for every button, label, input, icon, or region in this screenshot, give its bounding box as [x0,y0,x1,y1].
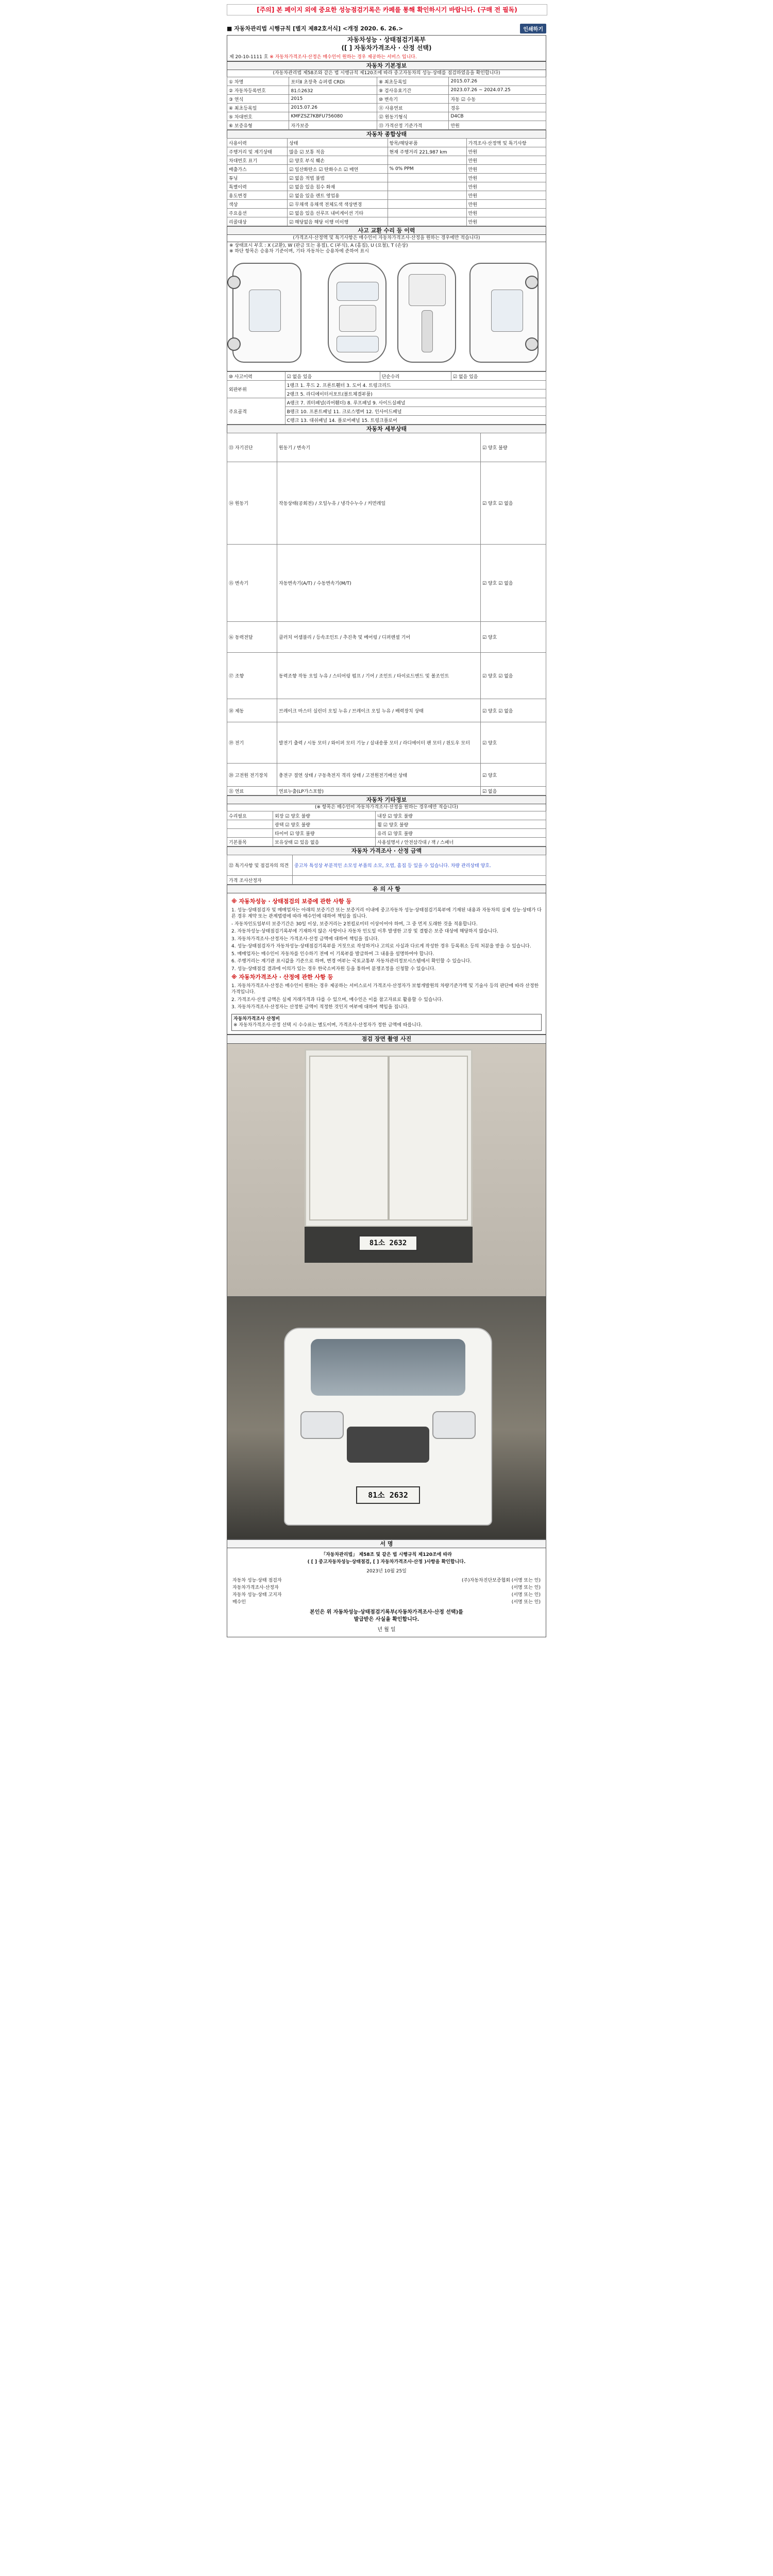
rear-photo [227,1043,546,1297]
doc-title-sub: ([ ] 자동차가격조사 · 산정 선택) [341,44,432,52]
table-row [227,182,546,191]
table-row [227,653,546,699]
legend-line: ※ 하단 항목은 승용차 기준이며, 기타 자동차는 승용차에 준하여 표시 [229,249,369,254]
statement-title: 유 의 사 항 [227,885,546,893]
cell: 외장 ☑ 양호 불량 [273,811,376,820]
cell: 색상 [227,200,288,209]
accident-table [227,371,546,425]
cell: 기본품목 [227,838,273,846]
cell: ☑ 양호 불량 [481,433,546,462]
cell: 특별이력 [227,182,288,191]
license-plate-rear: 81소 2632 [359,1235,417,1251]
cell: 클러치 어셈블리 / 등속조인트 / 추진축 및 베어링 / 디퍼렌셜 기어 [277,622,481,653]
checker-label: 가격 조사산정자 [227,876,293,885]
cell: ⑫ 원동기형식 [377,112,449,121]
statement-heading: ※ 자동차성능 · 상태점검의 보증에 관한 사항 등 [231,898,351,905]
rank-row: A랭크 7. 쿼터패널(리어휀더) 8. 루프패널 9. 사이드실패널 [285,398,546,407]
cell: 만원 [466,217,546,226]
details-table [227,433,546,795]
warning-notice: [주의] 본 페이지 외에 중요한 성능점검기록은 카페를 통해 확인하시기 바랍니다. (구매 전 필독) [227,4,547,15]
signer-value: (서명 또는 인) [511,1599,541,1605]
cell: ☑ 일산화탄소 ☑ 탄화수소 ☑ 매연 [288,165,388,174]
signer-role: 자동차가격조사·산정자 [232,1585,279,1590]
form-title: ■ 자동차관리법 시행규칙 [별지 제82호서식] <개정 2020. 6. 26.> [227,25,404,32]
signer-value: (서명 또는 인) [511,1592,541,1598]
signature-row [232,1584,541,1591]
tunnel-shape [422,310,433,352]
form-header [227,23,546,34]
footer-line: 발급받은 사실을 확인합니다. [354,1616,419,1622]
cell: ☑ 무채색 유채색 전체도색 색상변경 [288,200,388,209]
car-top-diagram [328,263,386,363]
cell: 2023.07.26 ~ 2024.07.25 [449,86,546,95]
cell: 만원 [466,147,546,156]
cell: 포터Ⅱ 초장축 슈퍼캡 CRDi [289,77,377,86]
price-section-title: 자동차 가격조사 · 산정 금액 [227,846,546,855]
signature-title: 서 명 [227,1539,546,1548]
grille-shape [347,1427,429,1463]
accident-label: ⑩ 사고이력 [227,372,285,381]
cell: 연료누출(LP가스포함) [277,787,481,795]
car-underbody-diagram [397,263,456,363]
signature-row [232,1591,541,1599]
rank-row: 1랭크 1. 후드 2. 프론트휀더 3. 도어 4. 트렁크리드 [285,381,546,389]
cell: 자가보증 [289,121,377,130]
fee-box-text: ※ 자동차가격조사·산정 선택 시 수수료는 별도이며, 가격조사·산정자가 정한 금액에 따릅니다. [233,1023,423,1028]
window-shape [337,336,379,352]
cell: ☑ 없음 [481,787,546,795]
remarks-label: ㉒ 특기사항 및 점검자의 의견 [227,855,293,876]
basic-section-title: 자동차 기본정보 [227,61,546,70]
cell: 배출가스 [227,165,288,174]
table-row [227,699,546,722]
cell: 수리필요 [227,811,273,820]
cell: ⑳ 고전원 전기장치 [227,764,277,787]
cell: 만원 [466,200,546,209]
state-section-title: 자동차 종합상태 [227,130,546,138]
license-plate-front: 81소 2632 [356,1486,420,1504]
statement-paragraph: 4. 성능·상태점검자가 자동차성능·상태점검기록부를 거짓으로 작성하거나 고의로 사실과 다르게 작성한 경우 등록취소 등의 처분을 받을 수 있습니다. [231,944,531,949]
cell: ☑ 없음 있음 선루프 내비게이션 기타 [288,209,388,217]
headlamp-right [432,1411,476,1439]
cell: ☑ 양호 [481,722,546,764]
cell: 만원 [449,121,546,130]
cell: ㉑ 연료 [227,787,277,795]
cell: ⑩ 변속기 [377,95,449,104]
window-shape [249,290,281,332]
statement-paragraph: - 자동차인도일부터 보증기간은 30일 이상, 보증거리는 2천킬로미터 이상이어야 하며, 그 중 먼저 도래한 것을 적용합니다. [231,921,478,927]
cell: 81소2632 [289,86,377,95]
car-diagram-panel [227,242,546,371]
cell: 사용이력 [227,139,288,147]
cell: 용도변경 [227,191,288,200]
statement-paragraph: 1. 자동차가격조사·산정은 매수인이 원하는 경우 제공하는 서비스로서 가격조사·산정자가 보험개발원의 차량기준가액 및 기술사 등의 판단에 따라 산정한 가격입니다. [231,983,539,995]
cell: ② 자동차등록번호 [227,86,289,95]
cell: 주행거리 및 계기상태 [227,147,288,156]
cell: 원동기 / 변속기 [277,433,481,462]
windshield-shape [311,1339,465,1396]
cell: 2015.07.26 [449,77,546,86]
cell: ⑬ 자기진단 [227,433,277,462]
table-row [227,398,546,407]
cell: 많음 ☑ 보통 적음 [288,147,388,156]
roof-shape [339,305,376,332]
truck-cargo-box [305,1049,473,1227]
cell: 현재 주행거리 221,987 km [388,147,466,156]
cell: 만원 [466,191,546,200]
table-row [227,545,546,622]
cell: ☑ 양호 [481,764,546,787]
signer-value: (서명 또는 인) [511,1585,541,1590]
details-section-title: 자동차 세부상태 [227,425,546,433]
inspection-record [227,23,546,1637]
cell: 휠 ☑ 양호 불량 [376,820,546,829]
table-row [227,147,546,156]
cell: 상태 [288,139,388,147]
table-row [227,77,546,86]
fee-box [231,1014,542,1031]
cell: ☑ 없음 있음 렌트 영업용 [288,191,388,200]
signature-line: 「자동차관리법」 제58조 및 같은 법 시행규칙 제120조에 따라 [321,1552,452,1557]
cell: 내장 ☑ 양호 불량 [376,811,546,820]
table-row [227,838,546,846]
table-row [227,462,546,545]
cell: ⑱ 제동 [227,699,277,722]
cell: 항목/해당부품 [388,139,466,147]
cell: ☑ 해당없음 해당 이행 미이행 [288,217,388,226]
table-row [227,372,546,381]
cell [388,209,466,217]
cell: ① 차명 [227,77,289,86]
basic-section-sub: (자동차관리법 제58조와 같은 법 시행규칙 제120조에 따라 중고자동차의 성능·상태를 점검하였음을 확인합니다) [227,70,546,77]
cell: 브레이크 마스터 실린더 오일 누유 / 브레이크 오일 누유 / 배력장치 상태 [277,699,481,722]
fee-box-title: 자동차가격조사 산정비 [233,1016,280,1022]
table-row [227,86,546,95]
doc-number: 제 20-10-1111 호 [229,55,268,60]
cell [388,174,466,182]
table-row [227,433,546,462]
cell: 충전구 절연 상태 / 구동축전지 격리 상태 / 고전원전기배선 상태 [277,764,481,787]
cargo-door-left [309,1056,389,1221]
table-row [227,787,546,795]
doc-note: ※ 자동차가격조사·산정은 매수인이 원하는 경우 제공하는 서비스 입니다. [270,55,417,60]
engine-bay-shape [409,274,446,306]
accident-section-sub: (가격조사·산정액 및 특기사항은 매수인이 자동차가격조사·산정을 원하는 경우에만 적습니다) [227,234,546,242]
table-row [227,191,546,200]
options-section-title: 자동차 기타정보 [227,795,546,804]
legend-line: ※ 상태표시 부호 : X (교환), W (판금 또는 용접), C (부식), A (흠집), U (요철), T (손상) [229,243,408,248]
signature-row [232,1599,541,1606]
cell [227,829,273,838]
basic-table [227,77,546,130]
cell: ⑮ 변속기 [227,545,277,622]
statement-paragraph: 6. 주행거리는 계기판 표시값을 기준으로 하며, 변경 여부는 국토교통부 자동차관리정보시스템에서 확인할 수 있습니다. [231,959,472,964]
doc-title: 자동차성능 · 상태점검기록부 [347,36,426,43]
table-row [227,829,546,838]
price-table [227,855,546,885]
window-shape [491,290,523,332]
signature-line: ( [ ] 중고자동차성능·상태점검, [ ] 자동차가격조사·산정 )사항을 확인합니다. [307,1559,466,1565]
signer-role: 자동차 성능·상태 고지자 [232,1592,282,1598]
cell [388,217,466,226]
table-row [227,622,546,653]
cell: 만원 [466,165,546,174]
rank-row: 2랭크 5. 라디에이터서포트(볼트체결부품) [285,389,546,398]
cell [388,182,466,191]
cell: ⑯ 동력전달 [227,622,277,653]
cell: 리콜대상 [227,217,288,226]
statement-paragraph: 5. 매매업자는 매수인이 자동차를 인수하기 전에 이 기록부를 발급하여 그 내용을 설명하여야 합니다. [231,951,434,957]
print-button[interactable]: 인쇄하기 [520,24,546,33]
cargo-door-right [389,1056,468,1221]
wheel-shape [525,276,539,289]
car-side-left-diagram [232,263,301,363]
statement-body [227,893,546,1035]
cell: ☑ 없음 있음 침수 화재 [288,182,388,191]
footer-line: 본인은 위 자동차성능·상태점검기록부(자동차가격조사·산정 선택)를 [310,1609,463,1615]
doc-title-box [227,35,546,61]
cell: 작동상태(공회전) / 오일누유 / 냉각수누수 / 커먼레일 [277,462,481,545]
table-row [227,200,546,209]
signature-date: 2023년 10월 25일 [366,1568,407,1574]
cell: 유리 ☑ 양호 불량 [376,829,546,838]
table-row [227,121,546,130]
table-row [227,876,546,885]
cell: ⑰ 조향 [227,653,277,699]
cell: D4CB [449,112,546,121]
signer-role: 자동차 성능·상태 점검자 [232,1578,282,1583]
headlamp-left [300,1411,344,1439]
cell: ☑ 양호 부식 훼손 [288,156,388,165]
diagram-legend [229,243,539,255]
wheel-shape [227,337,241,351]
cell: ☑ 양호 ☑ 없음 [481,545,546,622]
cell: 차대번호 표기 [227,156,288,165]
cell [388,200,466,209]
cell: 만원 [466,174,546,182]
table-row [227,764,546,787]
statement-paragraph: 2. 자동차성능·상태점검기록부에 기재하지 않은 사항이나 자동차 인도일 이후 발생한 고장 및 결함은 보증 대상에 해당하지 않습니다. [231,929,499,934]
cell: 경유 [449,104,546,112]
table-row [227,112,546,121]
cell: % 0% PPM [388,165,466,174]
cell: KMFZSZ7KBFU756080 [289,112,377,121]
photo-section-title: 점검 장면 촬영 사진 [227,1035,546,1043]
doc-number-row [227,52,546,61]
options-table [227,811,546,846]
cell: ⑥ 보증유형 [227,121,289,130]
cell: 자동 ☑ 수동 [449,95,546,104]
statement-paragraph: 1. 성능·상태점검자 및 매매업자는 아래의 보증기간 또는 보증거리 이내에 중고자동차 성능·상태점검기록부에 기재된 내용과 자동차의 실제 성능·상태가 다른 경우 계약 또는 관계법령에 따라 매수인에 대하여 책임을 집니다. [231,907,542,919]
rank-row: B랭크 10. 프론트패널 11. 크로스멤버 12. 인사이드패널 [285,407,546,416]
table-row [227,820,546,829]
table-row [227,855,546,876]
table-row [227,722,546,764]
table-row [227,165,546,174]
cell: ④ 최초등록일 [227,104,289,112]
table-row [227,139,546,147]
cell: ⑬ 가격산정 기준가격 [377,121,449,130]
options-section-sub: (※ 항목은 매수인이 자동차가격조사·산정을 원하는 경우에만 적습니다) [227,804,546,811]
signature-block [227,1548,546,1637]
window-shape [337,282,379,301]
cell: ☑ 양호 ☑ 없음 [481,653,546,699]
table-row [227,95,546,104]
cell: 2015.07.26 [289,104,377,112]
statement-paragraph: 7. 성능·상태점검 결과에 이의가 있는 경우 한국소비자원 등을 통하여 분쟁조정을 신청할 수 있습니다. [231,966,436,972]
signer-value: (주)자동차진단보증협회 (서명 또는 인) [461,1578,541,1583]
cell: ⑭ 원동기 [227,462,277,545]
cell [227,820,273,829]
table-row [227,217,546,226]
cell: 가격조사·산정액 및 특기사항 [466,139,546,147]
cell: ③ 연식 [227,95,289,104]
cell: ⑨ 검사유효기간 [377,86,449,95]
checker-value [293,876,546,885]
cell [388,191,466,200]
footer-date: 년 월 일 [377,1626,396,1633]
signer-role: 매수인 [232,1599,246,1605]
cell: ☑ 없음 적법 불법 [288,174,388,182]
accident-section-title: 사고 교환 수리 등 이력 [227,226,546,234]
cell: 동력조향 작동 오일 누유 / 스티어링 펌프 / 기어 / 조인트 / 타이로드엔드 및 볼조인트 [277,653,481,699]
cell: 광택 ☑ 양호 불량 [273,820,376,829]
table-row [227,381,546,389]
wheel-shape [227,276,241,289]
cell: 자동변속기(A/T) / 수동변속기(M/T) [277,545,481,622]
repair-value: ☑ 없음 있음 [451,372,546,381]
accident-value: ☑ 없음 있음 [285,372,380,381]
statement-heading: ※ 자동차가격조사 · 산정에 관한 사항 등 [231,974,333,980]
repair-label: 단순수리 [380,372,451,381]
cell: 만원 [466,182,546,191]
statement-paragraph: 3. 자동차가격조사·산정자는 가격조사·산정 금액에 대하여 책임을 집니다. [231,936,379,942]
outer-panel-label: 외판부위 [227,381,285,398]
cell: 타이어 ☑ 양호 불량 [273,829,376,838]
cell: 만원 [466,156,546,165]
wheel-shape [525,337,539,351]
cell: 발전기 출력 / 시동 모터 / 와이퍼 모터 기능 / 실내송풍 모터 / 라디에이터 팬 모터 / 윈도우 모터 [277,722,481,764]
table-row [227,104,546,112]
rank-row: C랭크 13. 대쉬패널 14. 플로어패널 15. 트렁크플로어 [285,416,546,425]
cell: ☑ 양호 ☑ 없음 [481,699,546,722]
cell: 보유상태 ☑ 있음 없음 [273,838,376,846]
signature-row [232,1577,541,1584]
cell: ☑ 양호 [481,622,546,653]
cell: ☑ 양호 ☑ 없음 [481,462,546,545]
table-row [227,209,546,217]
statement-paragraph: 2. 가격조사·산정 금액은 실제 거래가격과 다를 수 있으며, 매수인은 이를 참고자료로 활용할 수 있습니다. [231,997,443,1003]
table-row [227,156,546,165]
cell [388,156,466,165]
cell: 튜닝 [227,174,288,182]
cell: 주요옵션 [227,209,288,217]
state-table [227,138,546,226]
remarks-value: 중고차 특성상 부분적인 소모성 부품의 소모, 오염, 흠집 등 있을 수 있습니다. 차량 관리상태 양호. [293,855,546,876]
cell: 사용설명서 / 안전삼각대 / 잭 / 스패너 [376,838,546,846]
cell: ⑪ 사용연료 [377,104,449,112]
front-photo [227,1297,546,1539]
cell: 만원 [466,209,546,217]
table-row [227,174,546,182]
table-row [227,811,546,820]
statement-paragraph: 3. 자동차가격조사·산정자는 산정한 금액이 적정한 것인지 여부에 대하여 책임을 집니다. [231,1005,409,1010]
cell: ⑲ 전기 [227,722,277,764]
main-frame-label: 주요골격 [227,398,285,425]
cell: 2015 [289,95,377,104]
cell: ⑤ 차대번호 [227,112,289,121]
cell: ⑧ 최초등록일 [377,77,449,86]
